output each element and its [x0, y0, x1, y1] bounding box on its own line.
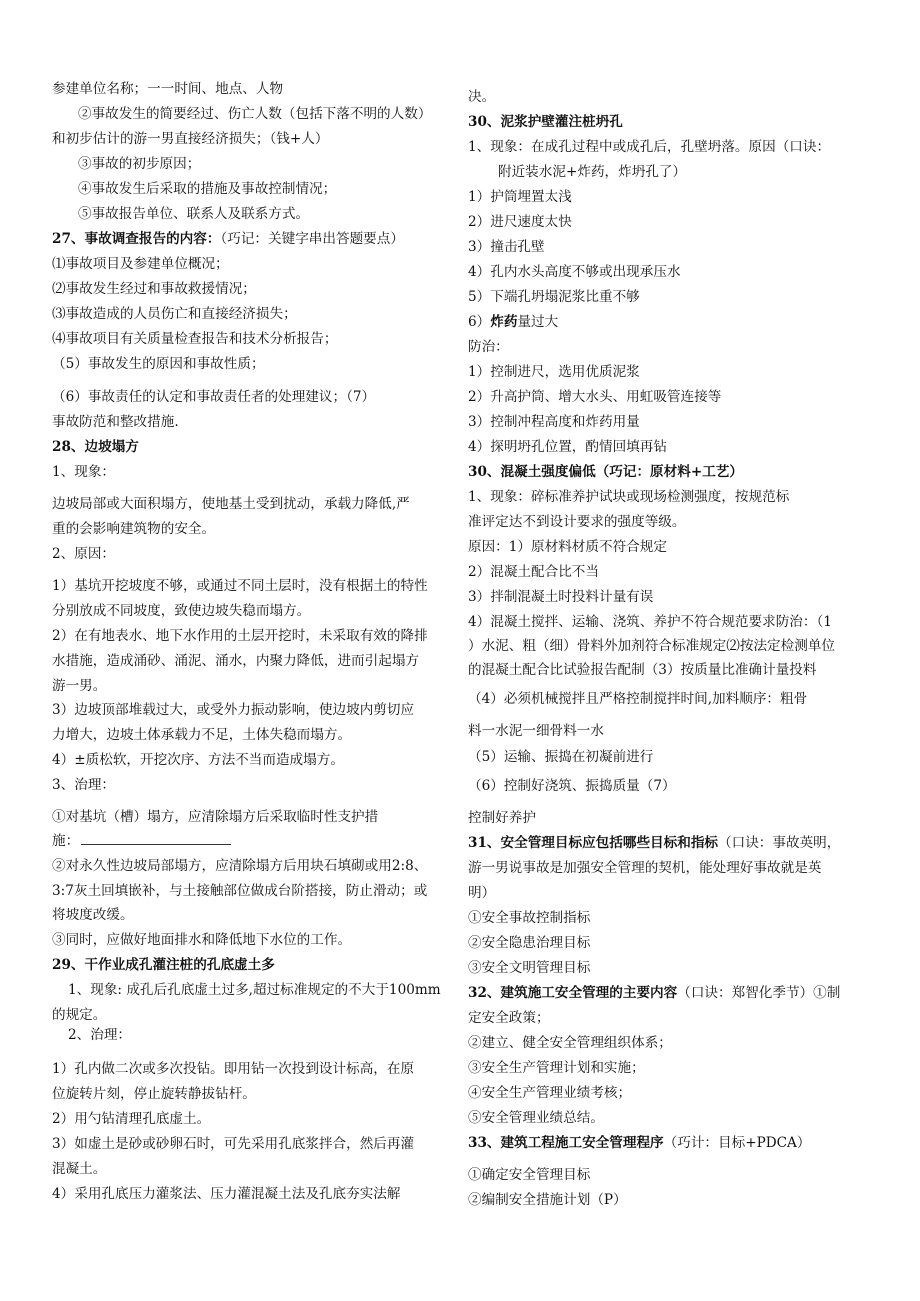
text-line: 明）	[468, 885, 496, 901]
text-line: 3）边坡顶部堆载过大，或受外力振动影响，使边坡内剪切应	[52, 702, 415, 718]
line-text: 量过大	[517, 314, 559, 330]
text-line: ②建立、健全安全管理组织体系；	[468, 1035, 672, 1051]
text-line: ③事故的初步原因；	[78, 156, 201, 172]
text-line: （4）必须机械搅拌且严格控制搅拌时间,加料顺序：粗骨	[468, 691, 808, 707]
text-line: 位旋转片刻，停止旋转静拔钻杆。	[52, 1086, 256, 1102]
text-line	[468, 313, 558, 331]
text-line: 1）孔内做二次或多次投钻。即用钻一次投到设计标高，在原	[52, 1061, 415, 1077]
text-line: ③安全生产管理计划和实施；	[468, 1060, 645, 1076]
text-line: （6）事故责任的认定和事故责任者的处理建议；（7）	[52, 389, 376, 405]
text-line: 4）采用孔底压力灌浆法、压力灌混凝土法及孔底夯实法解	[52, 1186, 401, 1202]
text-line: 2）用勺钻清理孔底虚土。	[52, 1111, 211, 1127]
section-heading-32	[468, 984, 840, 1002]
text-line: 原因：1）原材料材质不符合规定	[468, 539, 667, 555]
text-line: ⑤事故报告单位、联系人及联系方式。	[78, 206, 310, 222]
text-line: 定安全政策；	[468, 1010, 550, 1026]
text-line: 4）孔内水头高度不够或出现承压水	[468, 264, 681, 280]
text-line: ②对永久性边坡局部塌方，应清除塌方后用块石填砌或用2:8、	[52, 858, 428, 874]
heading-text: 27、事故调查报告的内容：	[52, 231, 221, 247]
heading-text: 33、建筑工程施工安全管理程序	[468, 1135, 664, 1151]
mnemonic-note: （口诀：事故英明，	[718, 835, 841, 851]
text-line: 2）混凝土配合比不当	[468, 564, 599, 580]
text-line: ③安全文明管理目标	[468, 960, 591, 976]
mnemonic-note: （巧计：目标+PDCA）	[663, 1135, 811, 1151]
text-line: 的规定。	[52, 1007, 107, 1023]
line-text: 施：	[52, 833, 80, 849]
text-line: 2）进尺速度太快	[468, 214, 572, 230]
text-line: 准评定达不到设计要求的强度等级。	[468, 514, 686, 530]
text-line: ⑶事故造成的人员伤亡和直接经济损失；	[52, 306, 297, 322]
text-line: ①确定安全管理目标	[468, 1167, 591, 1183]
section-heading-30b: 30、混凝土强度偏低（巧记：原材料+工艺）	[468, 464, 743, 480]
text-line: 防治：	[468, 339, 509, 355]
text-line: ②安全隐患治理目标	[468, 935, 591, 951]
mnemonic-note: （巧记：关键字串出答题要点）	[220, 231, 404, 247]
text-line: 游一男说事故是加强安全管理的契机，能处理好事故就是英	[468, 860, 822, 876]
text-line: （5）事故发生的原因和事故性质；	[52, 356, 265, 372]
text-line: ④事故发生后采取的措施及事故控制情况；	[78, 181, 337, 197]
text-line: 3:7灰土回填嵌补，与土接触部位做成台阶搭接，防止滑动；或	[52, 883, 428, 899]
text-line: ①安全事故控制指标	[468, 910, 591, 926]
text-line: 2、治理：	[68, 1027, 132, 1043]
text-line: 3）撞击孔壁	[468, 239, 545, 255]
text-line: 1、现象：在成孔过程中或成孔后，孔壁坍落。原因（口诀：	[468, 139, 831, 155]
text-line: 控制好养护	[468, 810, 536, 826]
text-line: 事故防范和整改措施.	[52, 414, 179, 430]
text-line: 附近装水泥+炸药，炸坍孔了）	[498, 164, 687, 180]
text-line: 料一水泥一细骨料一水	[468, 723, 604, 739]
text-line: 和初步估计的游一男直接经济损失；（钱+人）	[52, 131, 329, 147]
text-line: 1）基坑开挖坡度不够，或通过不同土层时，没有根据土的特性	[52, 578, 428, 594]
fill-in-blank	[81, 832, 231, 845]
text-line: ①对基坑（槽）塌方，应清除塌方后采取临时性支护措	[52, 809, 379, 825]
text-line: ⑤安全管理业绩总结。	[468, 1110, 604, 1126]
mnemonic-note: （口诀：郑智化季节）①制	[677, 985, 841, 1001]
section-heading-29: 29、干作业成孔灌注桩的孔底虚土多	[52, 957, 275, 973]
text-line: ）水泥、粗（细）骨料外加剂符合标准规定⑵按法定检测单位	[468, 638, 836, 654]
text-line: ⑵事故发生经过和事故救援情况；	[52, 281, 256, 297]
text-line-with-blank	[52, 832, 231, 850]
text-line: 混凝土。	[52, 1161, 107, 1177]
text-line: 3）如虚土是砂或砂卵石时，可先采用孔底浆拌合，然后再灌	[52, 1136, 415, 1152]
text-line: 4）±质松软，开挖次序、方法不当而造成塌方。	[52, 752, 344, 768]
bold-term: 炸药	[490, 314, 518, 330]
section-heading-33	[468, 1134, 810, 1152]
text-line: 1、现象：碎标准养护试块或现场检测强度，按规范标	[468, 489, 790, 505]
text-line: 4）探明坍孔位置，酌情回填再钻	[468, 439, 667, 455]
heading-text: 31、安全管理目标应包括哪些目标和指标	[468, 835, 719, 851]
text-line: 边坡局部或大面积塌方，使地基土受到扰动，承载力降低,严	[52, 496, 410, 512]
text-line: 1、现象：	[52, 464, 116, 480]
text-line: 决。	[468, 89, 496, 105]
section-heading-28: 28、边坡塌方	[52, 439, 139, 455]
text-line: 3）控制冲程高度和炸药用量	[468, 414, 640, 430]
text-line: ④安全生产管理业绩考核；	[468, 1085, 632, 1101]
text-line: 5）下端孔坍塌泥浆比重不够	[468, 289, 640, 305]
text-line: 2）在有地表水、地下水作用的土层开挖时，未采取有效的降排	[52, 628, 428, 644]
text-line: （5）运输、振捣在初凝前进行	[468, 749, 654, 765]
text-line: 4）混凝土搅拌、运输、浇筑、养护不符合规范要求防治：（1	[468, 614, 832, 630]
text-line: ⑷事故项目有关质量检查报告和技术分析报告；	[52, 331, 338, 347]
text-line: 力增大，边坡土体承载力不足，土体失稳而塌方。	[52, 727, 352, 743]
text-line: 重的会影响建筑物的安全。	[52, 521, 216, 537]
text-line: 3、治理：	[52, 777, 116, 793]
text-line: 的混凝土配合比试验报告配制（3）按质量比准确计量投料	[468, 662, 817, 678]
text-line: 3）拌制混凝土时投料计量有误	[468, 589, 654, 605]
text-line: ⑴事故项目及参建单位概况；	[52, 256, 229, 272]
text-line: ③同时，应做好地面排水和降低地下水位的工作。	[52, 932, 352, 948]
text-line: ②编制安全措施计划（P）	[468, 1192, 627, 1208]
text-line: （6）控制好浇筑、振捣质量（7）	[468, 778, 676, 794]
text-line: 1）护筒埋置太浅	[468, 189, 572, 205]
section-heading-31	[468, 834, 840, 852]
text-line: 1、现象: 成孔后孔底虚土过多,超过标准规定的不大于100mm	[68, 982, 441, 998]
text-line: 将坡度改缓。	[52, 907, 134, 923]
heading-text: 32、建筑施工安全管理的主要内容	[468, 985, 678, 1001]
text-line: 分别放成不同坡度，致使边坡失稳而塌方。	[52, 603, 311, 619]
text-line: 1）控制进尺，选用优质泥浆	[468, 364, 640, 380]
text-line: 水措施，造成涌砂、涌泥、涌水，内聚力降低，进而引起塌方	[52, 653, 420, 669]
list-number: 6）	[468, 314, 491, 330]
section-heading-27	[52, 230, 404, 248]
section-heading-30: 30、泥浆护壁灌注桩坍孔	[468, 114, 623, 130]
text-line: 2、原因：	[52, 546, 116, 562]
text-line: ②事故发生的简要经过、伤亡人数（包括下落不明的人数）	[78, 106, 432, 122]
text-line: 2）升高护筒、增大水头、用虹吸管连接等	[468, 389, 722, 405]
text-line: 游一男。	[52, 678, 107, 694]
text-line: 参建单位名称；一一时间、地点、人物	[52, 81, 284, 97]
